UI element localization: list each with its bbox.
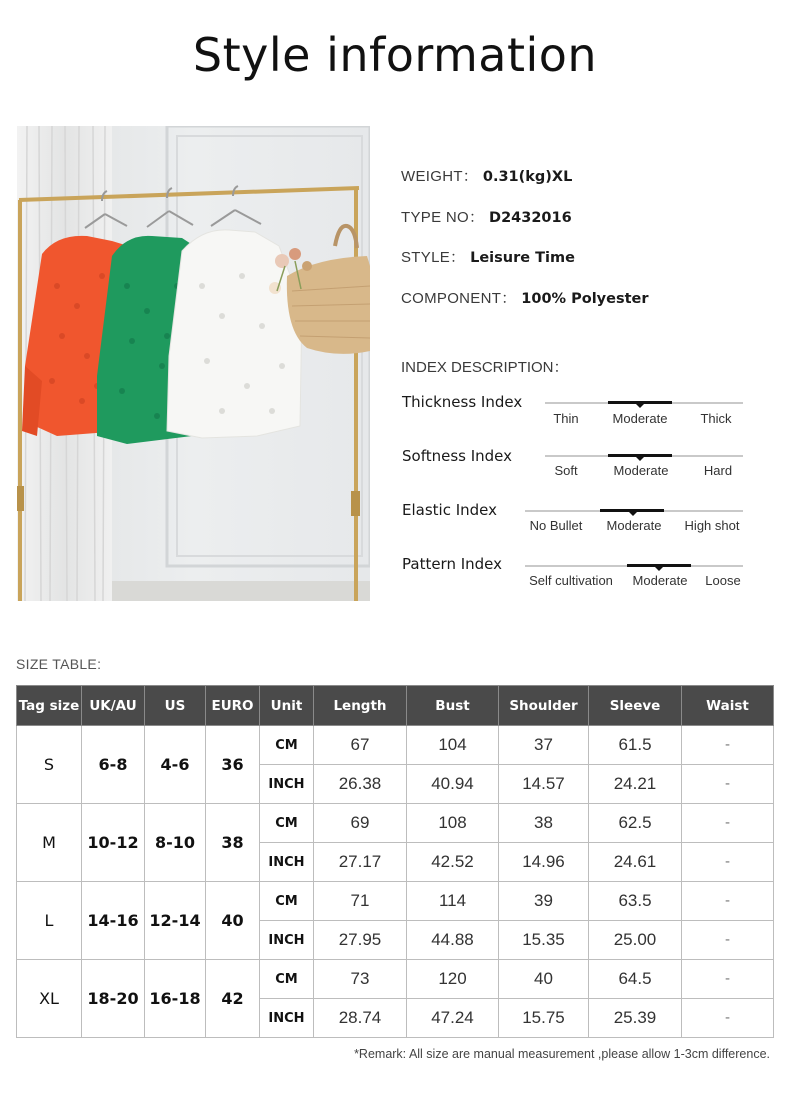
thickness-label-high: Thick xyxy=(700,411,732,426)
bust-cell: 104 xyxy=(407,726,499,765)
uk-au-cell: 14-16 xyxy=(82,882,145,960)
unit-cell: CM xyxy=(260,882,314,921)
pattern-label-mid: Moderate xyxy=(632,573,688,588)
style-value: Leisure Time xyxy=(470,250,575,266)
length-cell: 27.95 xyxy=(314,921,407,960)
us-cell: 4-6 xyxy=(145,726,206,804)
bust-cell: 108 xyxy=(407,804,499,843)
bust-cell: 120 xyxy=(407,960,499,999)
sleeve-cell: 61.5 xyxy=(589,726,682,765)
euro-cell: 40 xyxy=(206,882,260,960)
size-table-title: SIZE TABLE: xyxy=(16,656,102,672)
table-row xyxy=(17,726,774,765)
bust-cell: 44.88 xyxy=(407,921,499,960)
waist-cell: - xyxy=(682,726,774,765)
elastic-pointer-icon xyxy=(629,512,637,516)
header-sleeve: Sleeve xyxy=(589,686,682,726)
style-label: STYLE： xyxy=(401,249,466,266)
product-photo xyxy=(17,126,370,601)
euro-cell: 38 xyxy=(206,804,260,882)
header-tag-size: Tag size xyxy=(17,686,82,726)
bust-cell: 114 xyxy=(407,882,499,921)
weight-label: WEIGHT： xyxy=(401,168,479,185)
type-no-value: D2432016 xyxy=(489,210,572,226)
softness-label-low: Soft xyxy=(554,463,578,478)
unit-cell: INCH xyxy=(260,921,314,960)
length-cell: 26.38 xyxy=(314,765,407,804)
sleeve-cell: 63.5 xyxy=(589,882,682,921)
header-bust: Bust xyxy=(407,686,499,726)
softness-label-mid: Moderate xyxy=(613,463,669,478)
unit-cell: CM xyxy=(260,960,314,999)
length-cell: 28.74 xyxy=(314,999,407,1038)
pattern-label-low: Self cultivation xyxy=(529,573,613,588)
table-row xyxy=(17,804,774,843)
size-table xyxy=(16,685,774,1038)
type-no-row xyxy=(401,206,572,227)
thickness-label-mid: Moderate xyxy=(612,411,668,426)
tag-size-cell: L xyxy=(17,882,82,960)
length-cell: 67 xyxy=(314,726,407,765)
waist-cell: - xyxy=(682,999,774,1038)
thickness-pointer-icon xyxy=(636,404,644,408)
shoulder-cell: 38 xyxy=(499,804,589,843)
waist-cell: - xyxy=(682,921,774,960)
shoulder-cell: 15.75 xyxy=(499,999,589,1038)
elastic-label-high: High shot xyxy=(684,518,740,533)
sleeve-cell: 25.39 xyxy=(589,999,682,1038)
uk-au-cell: 6-8 xyxy=(82,726,145,804)
us-cell: 8-10 xyxy=(145,804,206,882)
length-cell: 73 xyxy=(314,960,407,999)
elastic-index-name: Elastic Index xyxy=(402,501,498,519)
unit-cell: CM xyxy=(260,726,314,765)
header-uk-au: UK/AU xyxy=(82,686,145,726)
elastic-label-low: No Bullet xyxy=(529,518,583,533)
tag-size-cell: M xyxy=(17,804,82,882)
softness-pointer-icon xyxy=(636,457,644,461)
pattern-pointer-icon xyxy=(655,567,663,571)
uk-au-cell: 10-12 xyxy=(82,804,145,882)
tag-size-cell: S xyxy=(17,726,82,804)
unit-cell: INCH xyxy=(260,765,314,804)
shoulder-cell: 39 xyxy=(499,882,589,921)
elastic-label-mid: Moderate xyxy=(606,518,662,533)
bust-cell: 47.24 xyxy=(407,999,499,1038)
sleeve-cell: 24.21 xyxy=(589,765,682,804)
sleeve-cell: 25.00 xyxy=(589,921,682,960)
sleeve-cell: 64.5 xyxy=(589,960,682,999)
page-title: Style information xyxy=(192,28,598,82)
bust-cell: 42.52 xyxy=(407,843,499,882)
pattern-index-name: Pattern Index xyxy=(402,555,503,573)
tag-size-cell: XL xyxy=(17,960,82,1038)
bust-cell: 40.94 xyxy=(407,765,499,804)
weight-value: 0.31(kg)XL xyxy=(482,169,573,185)
uk-au-cell: 18-20 xyxy=(82,960,145,1038)
thickness-index-name: Thickness Index xyxy=(402,393,523,411)
component-label: COMPONENT： xyxy=(401,290,517,307)
unit-cell: CM xyxy=(260,804,314,843)
size-table-header xyxy=(17,686,774,726)
unit-cell: INCH xyxy=(260,843,314,882)
header-waist: Waist xyxy=(682,686,774,726)
header-euro: EURO xyxy=(206,686,260,726)
waist-cell: - xyxy=(682,960,774,999)
sleeve-cell: 24.61 xyxy=(589,843,682,882)
us-cell: 16-18 xyxy=(145,960,206,1038)
length-cell: 27.17 xyxy=(314,843,407,882)
shoulder-cell: 15.35 xyxy=(499,921,589,960)
style-row xyxy=(401,246,575,267)
length-cell: 71 xyxy=(314,882,407,921)
unit-cell: INCH xyxy=(260,999,314,1038)
table-row xyxy=(17,960,774,999)
header-unit: Unit xyxy=(260,686,314,726)
product-photo-illustration xyxy=(17,126,370,601)
header-shoulder: Shoulder xyxy=(499,686,589,726)
header-length: Length xyxy=(314,686,407,726)
shoulder-cell: 37 xyxy=(499,726,589,765)
softness-index-name: Softness Index xyxy=(402,447,513,465)
euro-cell: 36 xyxy=(206,726,260,804)
weight-row xyxy=(401,165,572,186)
euro-cell: 42 xyxy=(206,960,260,1038)
waist-cell: - xyxy=(682,843,774,882)
sleeve-cell: 62.5 xyxy=(589,804,682,843)
pattern-label-high: Loose xyxy=(705,573,741,588)
index-description-title: INDEX DESCRIPTION： xyxy=(401,359,569,376)
softness-label-high: Hard xyxy=(703,463,733,478)
header-us: US xyxy=(145,686,206,726)
table-row xyxy=(17,882,774,921)
us-cell: 12-14 xyxy=(145,882,206,960)
shoulder-cell: 14.96 xyxy=(499,843,589,882)
type-no-label: TYPE NO： xyxy=(401,209,485,226)
remark-note: *Remark: All size are manual measurement ,please allow 1-3cm difference. xyxy=(354,1047,770,1061)
component-value: 100% Polyester xyxy=(521,291,649,307)
shoulder-cell: 40 xyxy=(499,960,589,999)
waist-cell: - xyxy=(682,882,774,921)
length-cell: 69 xyxy=(314,804,407,843)
waist-cell: - xyxy=(682,804,774,843)
waist-cell: - xyxy=(682,765,774,804)
thickness-label-low: Thin xyxy=(553,411,579,426)
component-row xyxy=(401,287,649,308)
shoulder-cell: 14.57 xyxy=(499,765,589,804)
